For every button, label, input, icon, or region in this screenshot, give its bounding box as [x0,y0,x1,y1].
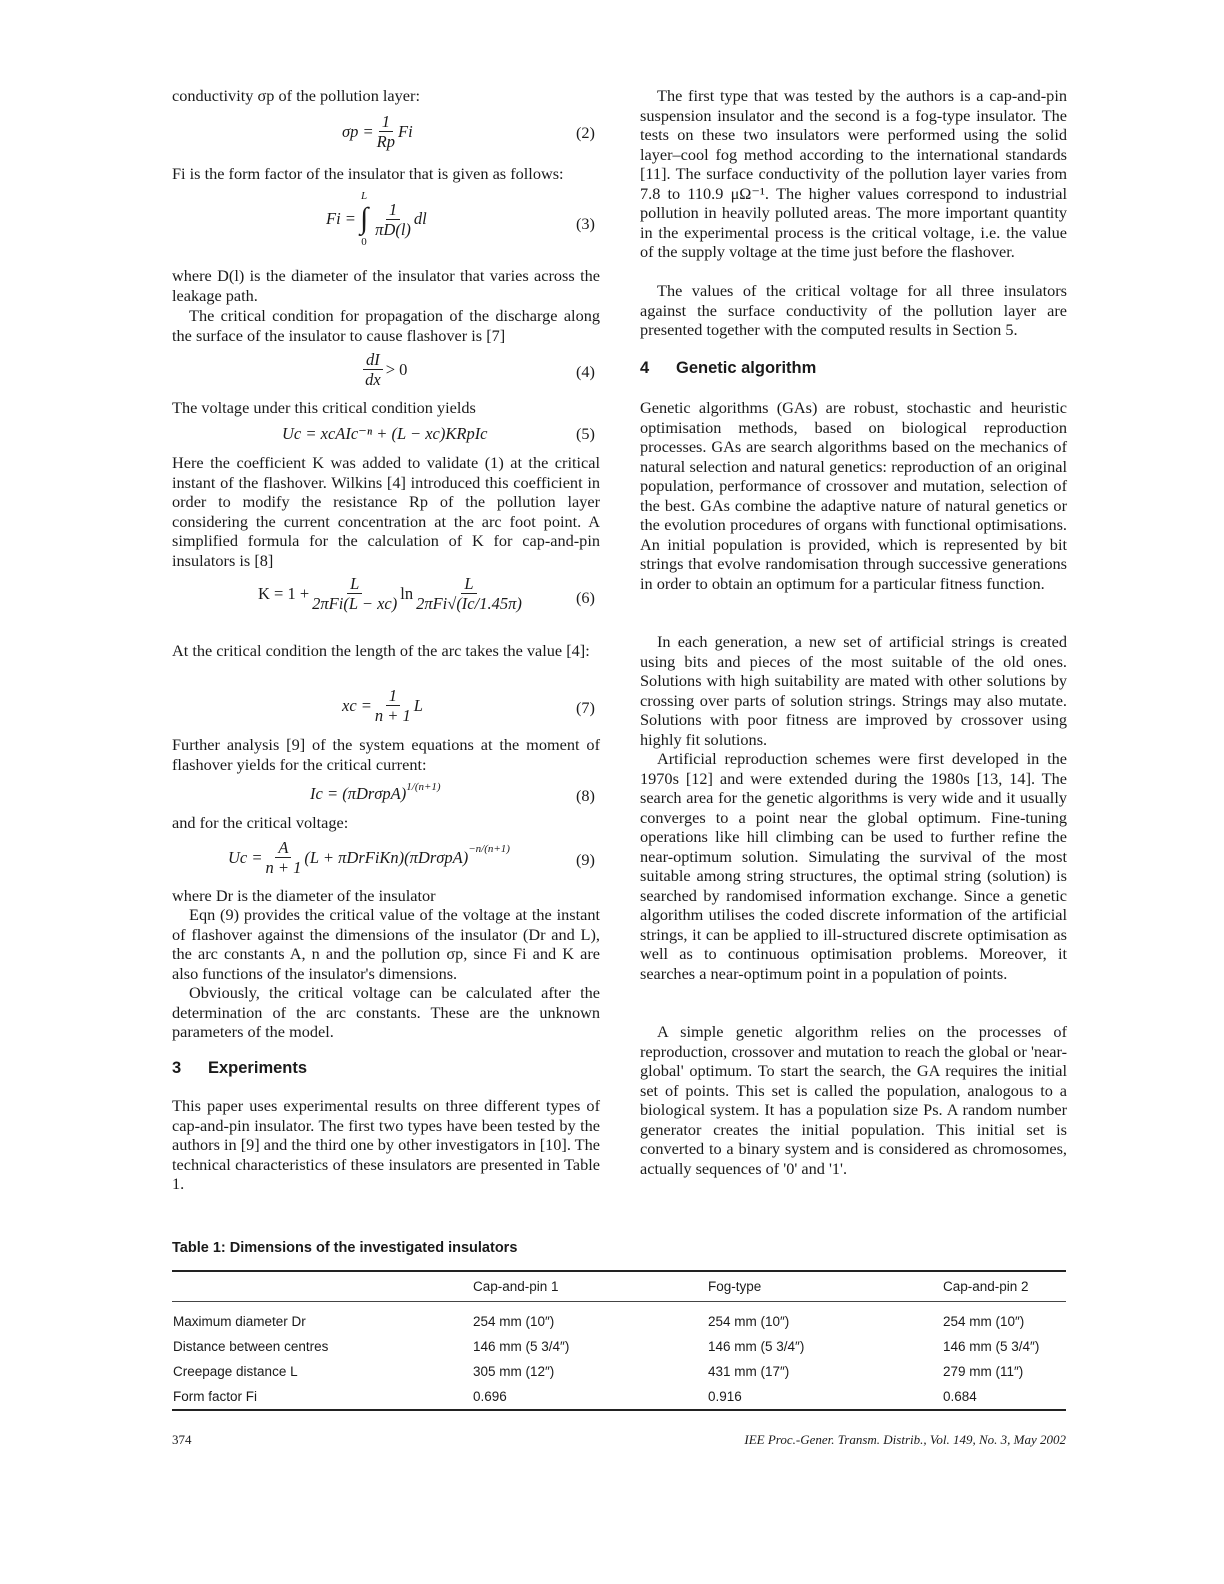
table-cell: 254 mm (10″) [708,1313,790,1329]
section-number: 4 [640,359,650,377]
eq-rhs: (L + πDrFiKn)(πDrσpA) [304,847,469,867]
section-title: Experiments [208,1059,308,1077]
table-cell: 146 mm (5 3/4″) [943,1338,1040,1354]
paragraph: where Dr is the diameter of the insulator [172,886,436,905]
table-cell: 146 mm (5 3/4″) [708,1338,805,1354]
paragraph: Genetic algorithms (GAs) are robust, stochastic and heuristic optimisation methods, based on biological reproduction processes. GAs are search algorithms based on the mechanics of natural selection and natural genetics: reproduction of an original population, performance of crossover and mutation, selection of the best. GAs combine the adaptive nature of natural genetics or the evolution procedures of organs with functional optimisations. An initial population is provided, which is represented by bit strings that evolve randomisation through successive generations in order to obtain an optimum for a particular fitness function. [640,398,1067,593]
table-cell: 0.916 [708,1388,742,1404]
table-cell: 254 mm (10″) [943,1313,1025,1329]
page-number: 374 [172,1432,192,1447]
paragraph: where D(l) is the diameter of the insulator that varies across the leakage path. [172,266,600,305]
column-header [172,1271,472,1302]
eq-rhs: > 0 [385,359,408,379]
section-heading [172,1059,307,1079]
paragraph: Fi is the form factor of the insulator that is given as follows: [172,164,564,183]
eq-denominator: n + 1 [265,858,302,877]
table-cell: 305 mm (12″) [473,1363,555,1379]
insulator-dimensions-table [172,1270,1066,1411]
eq-lhs: xc = [342,695,372,715]
eq-numerator: dI [363,350,383,370]
table-row [172,1334,1066,1359]
column-header: Cap-and-pin 1 [473,1278,559,1294]
eq-numerator: L [461,574,476,594]
equation-3 [326,190,427,248]
table-cell: 431 mm (17″) [708,1363,790,1379]
eq-rhs: Fi [398,121,413,141]
table-row [172,1384,1066,1410]
equation-5: Uc = xcAIc⁻ⁿ + (L − xc)KRpIc [282,424,488,443]
equation-number: (4) [576,362,595,381]
equation-9 [228,838,510,877]
eq-superscript: 1/(n+1) [406,781,441,793]
row-label: Maximum diameter Dr [173,1313,306,1329]
equation-7 [342,686,423,725]
eq-lhs: Fi = [326,209,356,229]
paragraph: Here the coefficient K was added to validate (1) at the critical instant of the flashover. Wilkins [4] introduced this coefficient in order to modify the resistance Rp of the pollution layer considering the current concentration at the arc foot point. A simplified formula for the calculation of K for cap-and-pin insulators is [8] [172,453,600,570]
integral-upper: L [360,190,368,202]
equation-number: (8) [576,786,595,805]
table-row [172,1302,1066,1335]
equation-4 [360,350,407,389]
eq-expr: Ic = (πDrσpA) [310,784,407,803]
eq-numerator: 1 [386,200,400,220]
eq-denominator: 2πFi(L − xc) [312,594,398,613]
paragraph: The critical condition for propagation of the discharge along the surface of the insulator to cause flashover is [7] [172,306,600,345]
integral-lower: 0 [361,236,367,248]
table-cell: 279 mm (11″) [943,1363,1024,1379]
paragraph: Eqn (9) provides the critical value of the voltage at the instant of flashover against the dimensions of the insulator (Dr and L), the arc constants A, n and the pollution σp, since Fi and K are also functions of the insulator's dimensions. [172,905,600,983]
section-title: Genetic algorithm [676,359,817,377]
eq-denominator: n + 1 [374,706,411,725]
row-label: Creepage distance L [173,1363,298,1379]
equation-number: (5) [576,424,595,443]
journal-citation: IEE Proc.-Gener. Transm. Distrib., Vol. 149, No. 3, May 2002 [744,1432,1066,1447]
table-header-row [172,1271,1066,1302]
paragraph: The first type that was tested by the authors is a cap-and-pin suspension insulator and the second is a fog-type insulator. The tests on these two insulators were performed using the solid layer–cool fog method according to the international standards [11]. The surface conductivity of the pollution layer varies from 7.8 to 110.9 μΩ⁻¹. The higher values correspond to industrial pollution in heavily polluted areas. The more important quantity in the experimental process is the critical voltage, i.e. the value of the supply voltage at the time just before the flashover. [640,86,1067,261]
paragraph: In each generation, a new set of artificial strings is created using bits and pieces of the most suitable of the old ones. Solutions with high suitability are mated with other solutions by crossing over parts of solution strings. Strings may also mutate. Solutions with poor fitness are improved by crossover using highly fit solutions. [640,632,1067,749]
equation-2 [342,112,413,151]
section-number: 3 [172,1059,182,1077]
integral-sign: ∫ [359,202,369,235]
paragraph: conductivity σp of the pollution layer: [172,86,420,105]
table-caption: Table 1: Dimensions of the investigated insulators [172,1240,518,1256]
equation-number: (2) [576,123,595,142]
paragraph: The values of the critical voltage for all three insulators against the surface conductivity of the pollution layer are presented together with the computed results in Section 5. [640,281,1067,339]
paragraph: Further analysis [9] of the system equations at the moment of flashover yields for the critical current: [172,735,600,774]
row-label: Distance between centres [173,1338,329,1354]
paragraph: At the critical condition the length of the arc takes the value [4]: [172,641,590,660]
eq-denominator: 2πFi√(Ic/1.45π) [416,594,522,613]
eq-denominator: πD(l) [375,219,411,239]
column-header: Cap-and-pin 2 [943,1278,1029,1294]
eq-rhs: dl [413,209,427,229]
table-cell: 0.684 [943,1388,977,1404]
eq-rhs: L [413,695,423,715]
equation-6 [258,574,525,613]
eq-lhs: K = 1 + [258,583,310,603]
section-heading [640,359,816,379]
equation-number: (3) [576,214,595,233]
equation-number: (6) [576,588,595,607]
table-cell: 254 mm (10″) [473,1313,555,1329]
paragraph: The voltage under this critical condition yields [172,398,476,417]
equation-number: (9) [576,850,595,869]
table-row [172,1359,1066,1384]
eq-superscript: −n/(n+1) [468,843,510,855]
eq-ln: ln [400,583,414,603]
table-cell: 146 mm (5 3/4″) [473,1338,570,1354]
eq-numerator: 1 [386,686,400,706]
eq-denominator: dx [365,370,381,389]
eq-lhs: σp = [342,121,374,141]
eq-numerator: 1 [379,112,393,132]
column-header: Fog-type [708,1278,762,1294]
equation-number: (7) [576,698,595,717]
row-label: Form factor Fi [173,1388,258,1404]
table-cell: 0.696 [473,1388,507,1404]
paragraph: This paper uses experimental results on three different types of cap-and-pin insulator. The first two types have been tested by the authors in [9] and the third one by other investigators in [10]. The technical characteristics of these insulators are presented in Table 1. [172,1096,600,1193]
eq-denominator: Rp [376,132,395,151]
eq-numerator: L [347,574,362,594]
eq-lhs: Uc = [228,847,263,867]
equation-8 [310,781,441,804]
paragraph: A simple genetic algorithm relies on the processes of reproduction, crossover and mutation to reach the global or 'near-global' optimum. To start the search, the GA requires the initial set of points. This set is called the population, analogous to a biological system. It has a population size Ps. A random number generator creates the initial population. This initial set is converted to a binary system and is considered as chromosomes, actually sequences of '0' and '1'. [640,1022,1067,1178]
paragraph: Artificial reproduction schemes were first developed in the 1970s [12] and were extended during the 1980s [13, 14]. The search area for the genetic algorithms is very wide and it usually converges to a point near the global optimum. Fine-tuning operations like hill climbing can be used to further refine the near-optimum solution. Simulating the survival of the most suitable among string structures, the optimal string (solution) is searched by randomised information exchange. Since a genetic algorithm utilises the coded discrete information of the artificial strings, it can be applied to ill-structured discrete optimisation as well as to continuous optimisation problems. Moreover, it searches a near-optimum point in a population of points. [640,749,1067,983]
paragraph: and for the critical voltage: [172,813,349,832]
eq-numerator: A [275,838,291,858]
paragraph: Obviously, the critical voltage can be calculated after the determination of the arc constants. These are the unknown parameters of the model. [172,983,600,1041]
